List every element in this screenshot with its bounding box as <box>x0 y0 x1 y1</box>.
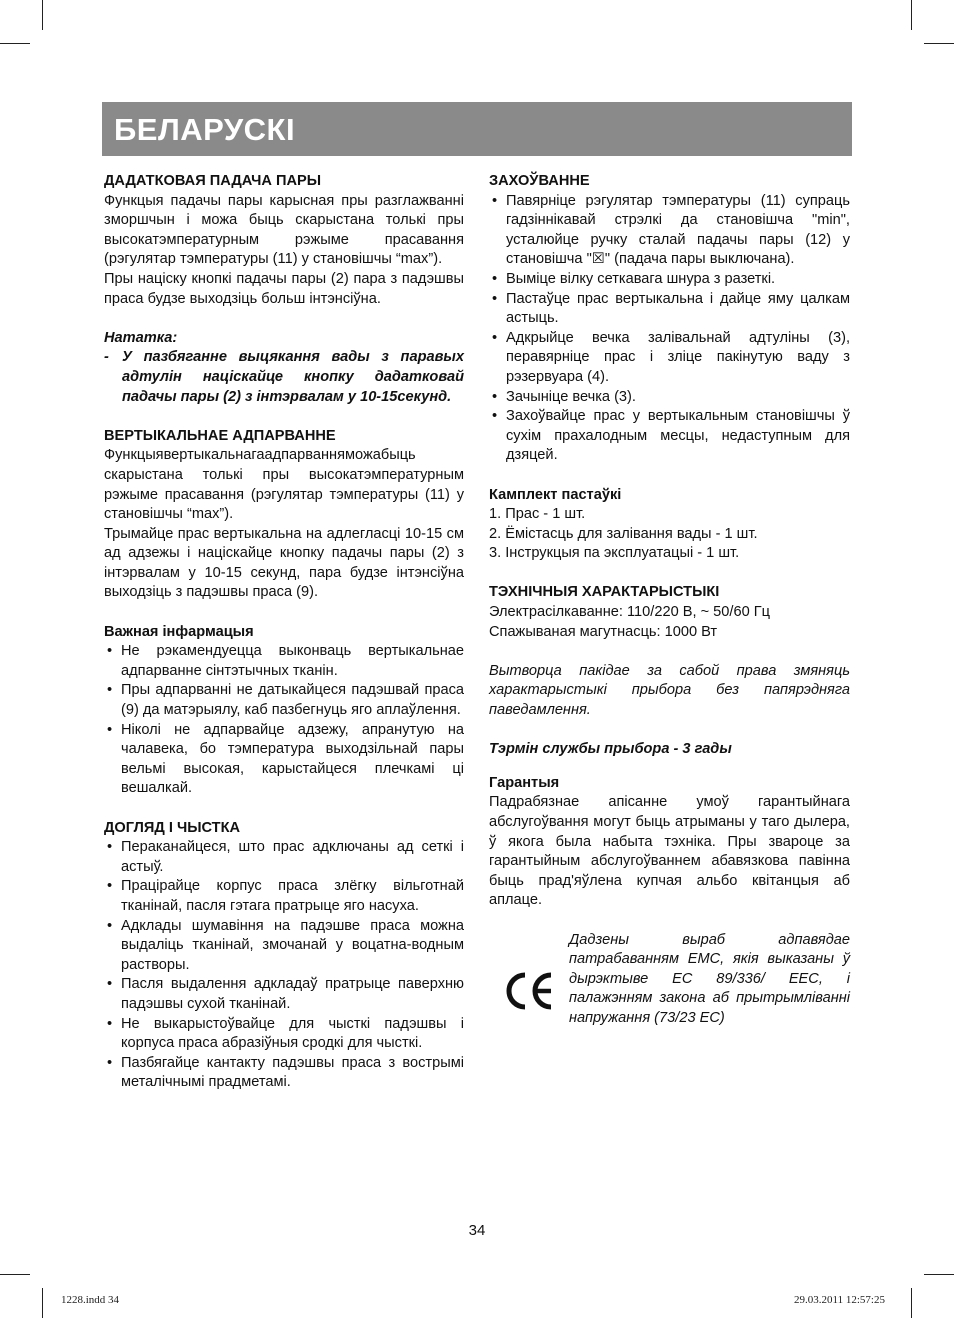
section-title-warranty: Гарантыя <box>489 774 560 791</box>
crop-mark <box>911 0 912 30</box>
footer-file: 1228.indd 34 <box>61 1294 120 1306</box>
care-list <box>104 838 464 1093</box>
footer-date: 29.03.2011 12:57:25 <box>794 1294 885 1306</box>
ce-mark-icon <box>501 971 557 1011</box>
crop-mark <box>911 1288 912 1318</box>
paragraph: Трымайце прас вертыкальна на адлегласці 10-15 см ад адзежы і націскайце кнопку падачы пары (2) з інтэрвалам у 10-15 секунд, пара будзе інтэнсіўна выходзіць з падэшвы праса (9). <box>104 525 464 601</box>
list-item: • Не рэкамендуецца выконваць вертыкальнае адпарванне сінтэтычных тканін. <box>104 642 464 681</box>
dash: - <box>104 349 109 366</box>
note-text <box>104 348 464 407</box>
section-title-important: Важная інфармацыя <box>104 623 254 640</box>
section-title-steam: ДАДАТКОВАЯ ПАДАЧА ПАРЫ <box>104 173 322 189</box>
service-life: Тэрмін службы прыбора - 3 гады <box>489 741 732 758</box>
package-item: 3. Інструкцыя па эксплуатацыі - 1 шт. <box>489 545 740 562</box>
language-header <box>102 102 852 156</box>
important-list <box>104 642 464 799</box>
list-item: • Адкрыйце вечка залівальнай адтуліны (3), перавярніце прас і зліце пакінутую ваду з рэзервуара (4). <box>489 329 850 388</box>
manufacturer-note: Вытворца пакідае за сабой права змяняць характарыстыкі прыбора без папярэдняга паведамлення. <box>489 662 850 719</box>
crop-mark <box>924 43 954 44</box>
warranty-text: Падрабязнае апісанне умоў гарантыйнага абслугоўвання могут быць атрыманы у таго дылера, ў якога была набыта тэхніка. Пры звароце за гарантыйным абслугоўваннем абавязкова павінна быць прад'яўлена купчая альбо квітанцыя аб аплаце. <box>489 794 850 909</box>
list-item: • Працірайце корпус праса злёгку вільготнай тканінай, пасля гэтага пратрыце яго насуха. <box>104 877 464 916</box>
package-item: 1. Прас - 1 шт. <box>489 506 586 523</box>
crop-mark <box>924 1274 954 1275</box>
list-item: • Пераканайцеся, што прас адключаны ад сеткі і астыў. <box>104 838 464 877</box>
section-title-storage: ЗАХОЎВАННЕ <box>489 173 590 189</box>
package-item: 2. Ёмістасць для залівання вады - 1 шт. <box>489 525 758 542</box>
crop-mark <box>42 1288 43 1318</box>
paragraph: Функцыявертыкальнагаадпарванняможабыць скарыстана толькі пры высокатэмпературным рэжыме прасавання (рэгулятар тэмпературы (11) у становішчы “max”). <box>104 447 464 523</box>
section-title-care: ДОГЛЯД І ЧЫСТКА <box>104 819 241 836</box>
crop-mark <box>0 43 30 44</box>
paragraph: Функцыя падачы пары карысная пры разглажванні зморшчын і можа быць скарыстана толькі пры высокатэмпературным рэжыме прасавання (рэгулятар тэмпературы (11) у становішчы “max”). <box>104 192 464 268</box>
note-title: Нататка: <box>104 329 178 346</box>
left-column <box>104 172 464 1093</box>
list-item: • Выміце вілку сеткавага шнура з разеткі. <box>489 270 850 290</box>
list-item: • Павярніце рэгулятар тэмпературы (11) супраць гадзіннікавай стрэлкі да становішча "min", усталюйце ручку сталай падачы пары (12) у становішча "☒" (падача пары выключана). <box>489 192 850 270</box>
paragraph: Пры націску кнопкі падачы пары (2) пара з падэшвы праса будзе выходзіць больш інтэнсіўна. <box>104 270 464 307</box>
ce-block <box>489 931 850 1051</box>
ce-text: Дадзены выраб адпавядае патрабаванням ЕМС, якія выказаны ў дырэктыве ЕС 89/336/ ЕЕС, і палажэнням закона аб прытрымліванні напружання (73/23 ЕС) <box>569 931 850 1026</box>
spec-item: Спажываная магутнасць: 1000 Вт <box>489 623 718 640</box>
page-number: 34 <box>468 1222 486 1239</box>
list-item: • Адклады шумавіння на падэшве праса можна выдаліць тканінай, змочанай у воцатна-водным растворы. <box>104 917 464 976</box>
list-item: • Зачыніце вечка (3). <box>489 388 850 408</box>
list-item: • Пастаўце прас вертыкальна і дайце яму цалкам астыць. <box>489 290 850 329</box>
list-item: • Не выкарыстоўвайце для чысткі падэшвы і корпуса праса абразіўныя сродкі для чысткі. <box>104 1015 464 1054</box>
section-title-vertical: ВЕРТЫКАЛЬНАЕ АДПАРВАННЕ <box>104 427 336 444</box>
list-item: • Пасля выдалення адкладаў пратрыце паверхню падэшвы сухой тканінай. <box>104 975 464 1014</box>
crop-mark <box>0 1274 30 1275</box>
list-item: • Захоўвайце прас у вертыкальным становішчы ў сухім прахалодным месцы, недаступным для дзяцей. <box>489 407 850 466</box>
crop-mark <box>42 0 43 30</box>
page-title: БЕЛАРУСКІ <box>114 112 296 147</box>
list-item: • Пазбягайце кантакту падэшвы праса з вострымі металічнымі прадметамі. <box>104 1054 464 1093</box>
note-body: У пазбяганне выцякання вады з паравых адтулін націскайце кнопку дадатковай падачы пары (2) з інтэрвалам у 10-15секунд. <box>122 349 464 405</box>
section-title-package: Камплект пастаўкі <box>489 486 622 503</box>
spec-item: Электрасілкаванне: 110/220 В, ~ 50/60 Гц <box>489 604 771 621</box>
storage-list <box>489 192 850 466</box>
list-item: • Ніколі не адпарвайце адзежу, апранутую на чалавека, бо тэмпература выходзільнай пары вельмі высокая, карыстайцеся плечкамі ці вешалкай. <box>104 721 464 799</box>
right-column <box>489 172 850 1051</box>
section-title-specs: ТЭХНІЧНЫЯ ХАРАКТАРЫСТЫКІ <box>489 584 720 601</box>
list-item: • Пры адпарванні не датыкайцеся падэшвай праса (9) да матэрыялу, каб пазбегнуць яго аплаўлення. <box>104 681 464 720</box>
